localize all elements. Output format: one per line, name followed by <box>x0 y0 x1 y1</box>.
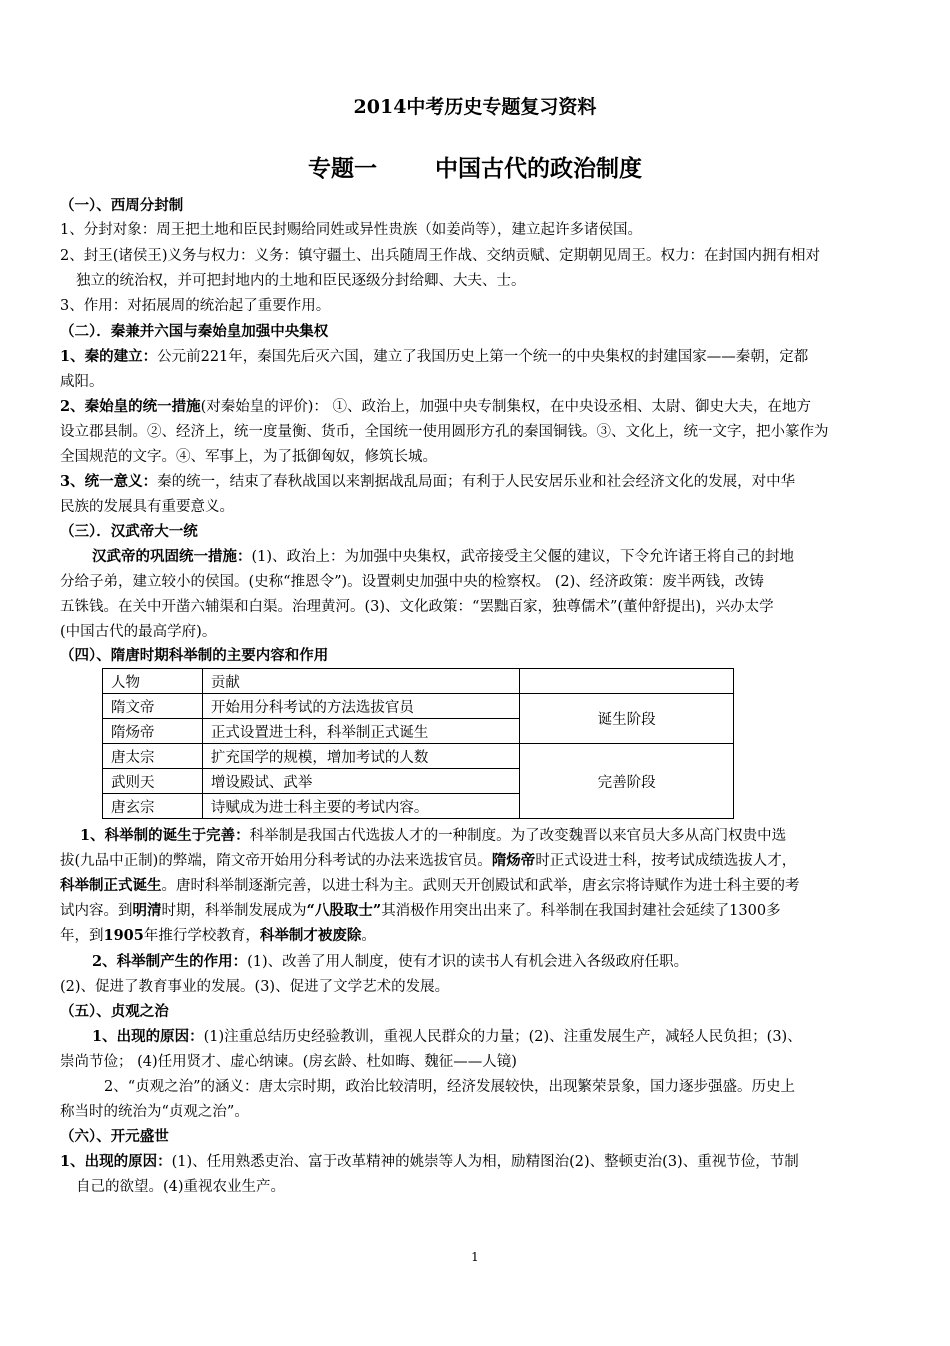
table-header-cell: 人物 <box>103 669 203 694</box>
term-label: 2、秦始皇的统一措施 <box>60 398 201 415</box>
section-heading-6: （六）、开元盛世 <box>60 1129 169 1145</box>
paragraph-line: 崇尚节俭； (4)任用贤才、虚心纳谏。(房玄龄、杜如晦、魏征——人镜) <box>60 1054 517 1070</box>
section-heading-1: （一）、西周分封制 <box>60 198 184 214</box>
emphasis: 科举制才被废除 <box>259 927 362 944</box>
topic-name: 中国古代的政治制度 <box>435 155 642 182</box>
term-label: 1、出现的原因： <box>60 1153 172 1170</box>
document-title: 2014中考历史专题复习资料 <box>353 96 597 118</box>
table-cell-contribution: 扩充国学的规模，增加考试的人数 <box>202 744 519 769</box>
paragraph-line: 汉武帝的巩固统一措施：(1)、政治上：为加强中央集权，武帝接受主父偃的建议，下令允许诸王将自己的封地 <box>92 548 795 565</box>
paragraph-line: 3、统一意义：秦的统一，结束了春秋战国以来割据战乱局面；有利于人民安居乐业和社会经济文化的发展，对中华 <box>60 473 796 490</box>
section-heading-4: （四）、隋唐时期科举制的主要内容和作用 <box>60 648 329 664</box>
keju-table <box>102 668 734 819</box>
paragraph-line: 分给子弟，建立较小的侯国。(史称“推恩令”)。设置刺史加强中央的检察权。 (2)、经济政策：废半两钱，改铸 <box>60 574 764 590</box>
term-label: 3、统一意义： <box>60 473 158 490</box>
page-number: 1 <box>471 1250 479 1264</box>
paragraph-line: (2)、促进了教育事业的发展。(3)、促进了文学艺术的发展。 <box>60 979 450 995</box>
table-header-row <box>103 669 734 694</box>
paragraph-line: 1、出现的原因：(1)注重总结历史经验教训，重视人民群众的力量；(2)、注重发展生产，减轻人民负担；(3)、 <box>92 1028 802 1045</box>
paragraph-line: 年，到1905年推行学校教育，科举制才被废除。 <box>60 927 376 944</box>
paragraph-line: 咸阳。 <box>60 374 104 390</box>
emphasis: “八股取士” <box>306 902 382 919</box>
table-header-cell <box>520 669 734 694</box>
table-cell-contribution: 增设殿试、武举 <box>202 769 519 794</box>
paragraph-line: 民族的发展具有重要意义。 <box>60 499 234 515</box>
term-label: 1、科举制的诞生于完善： <box>80 827 250 844</box>
paragraph-line: 1、分封对象：周王把土地和臣民封赐给同姓或异性贵族（如姜尚等），建立起许多诸侯国。 <box>60 222 642 238</box>
paragraph-line: 独立的统治权，并可把封地内的土地和臣民逐级分封给卿、大夫、士。 <box>76 273 526 289</box>
paragraph-line: 设立郡县制。②、经济上，统一度量衡、货币，全国统一使用圆形方孔的秦国铜钱。③、文化上，统一文字，把小篆作为 <box>60 424 829 440</box>
topic-title <box>0 150 950 183</box>
paragraph-line: 称当时的统治为“贞观之治”。 <box>60 1104 249 1120</box>
table-row <box>103 694 734 719</box>
emphasis: 科举制正式诞生 <box>60 877 162 894</box>
paragraph-line: 2、封王(诸侯王)义务与权力：义务：镇守疆土、出兵随周王作战、交纳贡赋、定期朝见周王。权力：在封国内拥有相对 <box>60 248 821 264</box>
paragraph-line: 试内容。到明清时期，科举制发展成为“八股取士”其消极作用突出出来了。科举制在我国封建社会延续了1300多 <box>60 902 781 919</box>
paragraph-line: 五铢钱。在关中开凿六辅渠和白渠。治理黄河。(3)、文化政策：“罢黜百家，独尊儒术”(董仲舒提出)，兴办太学 <box>60 599 774 615</box>
table-cell-stage: 诞生阶段 <box>520 694 734 744</box>
table-cell-stage: 完善阶段 <box>520 744 734 819</box>
table-cell-contribution: 开始用分科考试的方法选拔官员 <box>202 694 519 719</box>
section-heading-2: （二）．秦兼并六国与秦始皇加强中央集权 <box>60 324 329 340</box>
emphasis: 1905 <box>103 927 144 944</box>
paragraph-line: (中国古代的最高学府)。 <box>60 624 217 640</box>
table-row <box>103 744 734 769</box>
topic-label: 专题一 <box>308 155 377 182</box>
paragraph-line: 科举制正式诞生。唐时科举制逐渐完善，以进士科为主。武则天开创殿试和武举，唐玄宗将诗赋作为进士科主要的考 <box>60 877 800 894</box>
paragraph-line: 自己的欲望。(4)重视农业生产。 <box>76 1179 286 1195</box>
paragraph-line: 1、科举制的诞生于完善：科举制是我国古代选拔人才的一种制度。为了改变魏晋以来官员大多从高门权贵中选 <box>80 827 787 844</box>
table-cell-person: 隋文帝 <box>103 694 203 719</box>
paragraph-line: 3、作用：对拓展周的统治起了重要作用。 <box>60 298 331 314</box>
term-label: 1、出现的原因： <box>92 1028 204 1045</box>
table-cell-contribution: 正式设置进士科，科举制正式诞生 <box>202 719 519 744</box>
table-cell-person: 唐太宗 <box>103 744 203 769</box>
table-cell-contribution: 诗赋成为进士科主要的考试内容。 <box>202 794 519 819</box>
term-label: 汉武帝的巩固统一措施： <box>92 548 252 565</box>
paragraph-line: 2、秦始皇的统一措施(对秦始皇的评价)： ①、政治上，加强中央专制集权，在中央设丞相、太尉、御史大夫，在地方 <box>60 398 812 415</box>
emphasis: 隋炀帝 <box>491 852 536 869</box>
term-label: 1、秦的建立： <box>60 348 158 365</box>
table-cell-person: 隋炀帝 <box>103 719 203 744</box>
paragraph-line: 1、出现的原因：(1)、任用熟悉吏治、富于改革精神的姚崇等人为相，励精图治(2)、整顿吏治(3)、重视节俭，节制 <box>60 1153 799 1170</box>
term-label: 2、科举制产生的作用： <box>92 953 248 970</box>
paragraph-line: 2、科举制产生的作用：(1)、改善了用人制度，使有才识的读书人有机会进入各级政府任职。 <box>92 953 689 970</box>
table-header-cell: 贡献 <box>202 669 519 694</box>
paragraph-line: 全国规范的文字。④、军事上，为了抵御匈奴，修筑长城。 <box>60 449 437 465</box>
paragraph-line: 拔(九品中正制)的弊端，隋文帝开始用分科考试的办法来选拔官员。隋炀帝时正式设进士科，按考试成绩选拔人才， <box>60 852 797 869</box>
emphasis: 明清 <box>132 902 162 919</box>
section-heading-5: （五）、贞观之治 <box>60 1004 169 1020</box>
paragraph-line: 1、秦的建立：公元前221年，秦国先后灭六国，建立了我国历史上第一个统一的中央集权的封建国家——秦朝，定都 <box>60 348 809 365</box>
table-cell-person: 武则天 <box>103 769 203 794</box>
section-heading-3: （三）．汉武帝大一统 <box>60 524 198 540</box>
paragraph-line: 2、“贞观之治”的涵义：唐太宗时期，政治比较清明，经济发展较快，出现繁荣景象，国力逐步强盛。历史上 <box>104 1079 796 1095</box>
table-cell-person: 唐玄宗 <box>103 794 203 819</box>
